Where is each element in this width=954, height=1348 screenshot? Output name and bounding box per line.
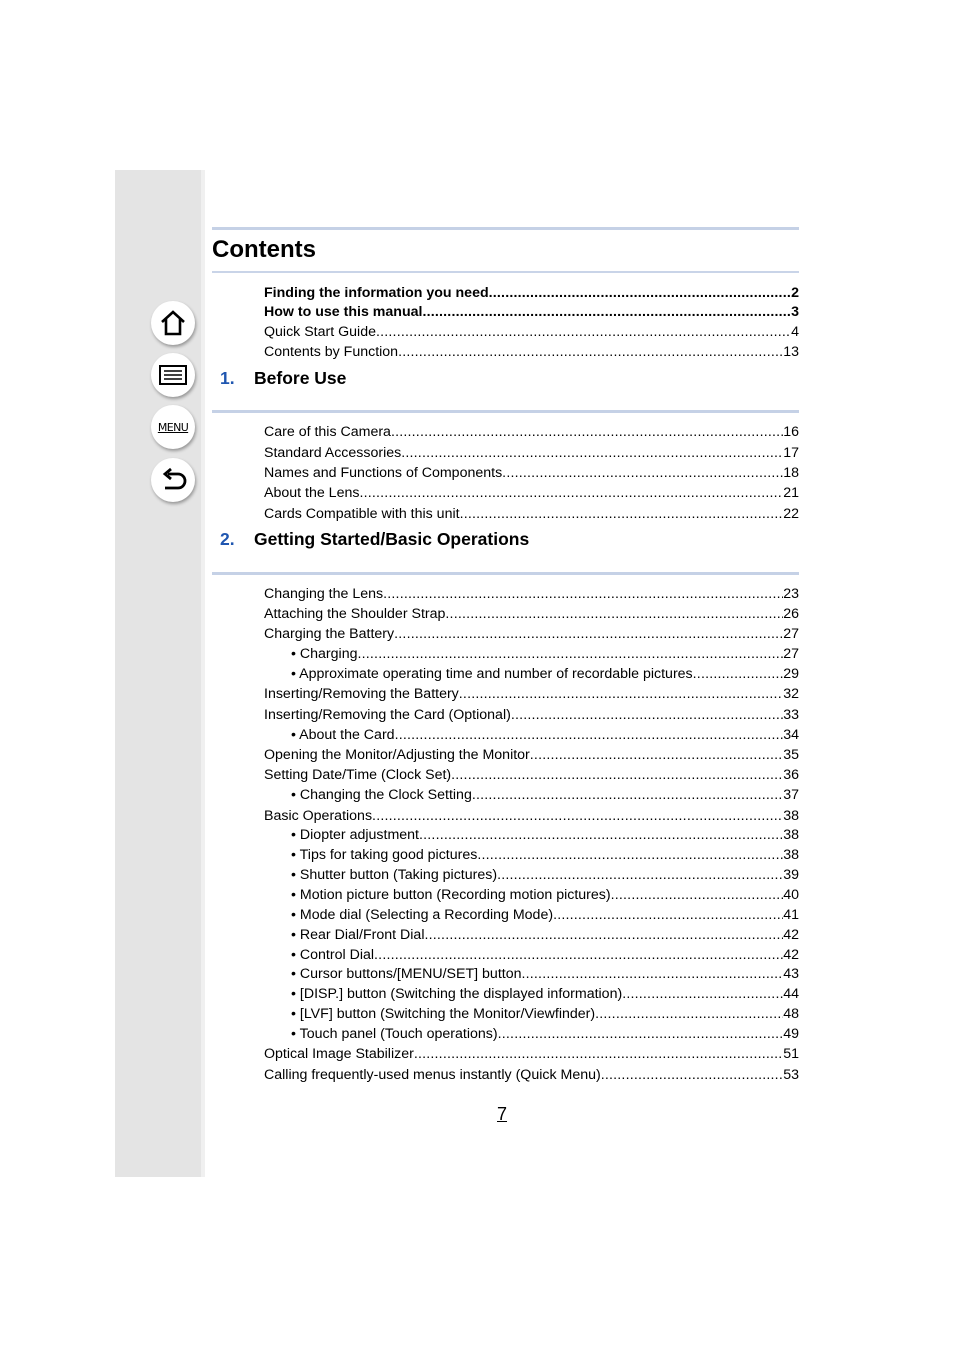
toc-page-number: 42 <box>783 947 799 963</box>
toc-page-number: 42 <box>783 927 799 943</box>
toc-page-number: 34 <box>783 727 799 743</box>
dot-leader <box>359 485 783 502</box>
toc-page-number: 49 <box>783 1026 799 1042</box>
toc-entry-text: • About the Card <box>291 727 395 743</box>
toc-page-number: 48 <box>783 1006 799 1022</box>
toc-entry[interactable] <box>264 583 799 603</box>
sidebar-edge <box>201 170 205 1177</box>
dot-leader <box>374 947 783 964</box>
toc-page-number: 29 <box>783 666 799 682</box>
chapter-divider <box>212 572 799 575</box>
toc-entry-text: Quick Start Guide <box>264 324 376 340</box>
toc-entry-text: • Rear Dial/Front Dial <box>291 927 425 943</box>
dot-leader <box>497 867 783 884</box>
toc-page-number: 3 <box>791 304 799 320</box>
chapter-title: Getting Started/Basic Operations <box>254 529 530 549</box>
toc-page-number: 16 <box>783 424 799 440</box>
dot-leader <box>460 506 784 523</box>
home-icon <box>159 309 187 337</box>
dot-leader <box>445 606 783 623</box>
toc-entry-text: Finding the information you need <box>264 285 489 301</box>
toc-entry[interactable] <box>264 1064 799 1084</box>
toc-entry[interactable] <box>264 805 799 825</box>
toc-page-number: 38 <box>783 808 799 824</box>
toc-entry[interactable] <box>264 301 799 321</box>
dot-leader <box>357 646 783 663</box>
toc-entry-text: Optical Image Stabilizer <box>264 1046 414 1062</box>
toc-page-number: 38 <box>783 847 799 863</box>
dot-leader <box>530 747 783 764</box>
toc-entry-text: Names and Functions of Components <box>264 465 503 481</box>
toc-page-number: 41 <box>783 907 799 923</box>
toc-page-number: 51 <box>783 1046 799 1062</box>
toc-page-number: 17 <box>783 445 799 461</box>
toc-entry[interactable] <box>264 462 799 482</box>
toc-subentry[interactable] <box>291 884 799 904</box>
toc-subentry[interactable] <box>291 643 799 663</box>
title-rule-top <box>212 227 799 230</box>
dot-leader <box>622 986 783 1003</box>
toc-entry-text: • Diopter adjustment <box>291 827 419 843</box>
dot-leader <box>398 344 783 361</box>
toc-entry-text: • Mode dial (Selecting a Recording Mode) <box>291 907 554 923</box>
chapter-number: 2. <box>220 529 235 549</box>
toc-entry[interactable] <box>264 321 799 341</box>
toc-entry[interactable] <box>264 282 799 302</box>
toc-entry[interactable] <box>264 482 799 502</box>
toc-subentry[interactable] <box>291 1023 799 1043</box>
toc-page-number: 35 <box>783 747 799 763</box>
toc-entry[interactable] <box>264 603 799 623</box>
toc-page-number: 23 <box>783 586 799 602</box>
toc-entry[interactable] <box>264 421 799 441</box>
toc-entry-text: • Tips for taking good pictures <box>291 847 478 863</box>
dot-leader <box>422 304 791 321</box>
toc-page-number: 37 <box>783 787 799 803</box>
back-arrow-icon <box>159 466 187 494</box>
chapter-heading[interactable] <box>220 529 529 550</box>
toc-entry-text: • Shutter button (Taking pictures) <box>291 867 498 883</box>
dot-leader <box>383 586 783 603</box>
toc-subentry[interactable] <box>291 904 799 924</box>
menu-button[interactable] <box>151 405 195 449</box>
toc-page-number: 38 <box>783 827 799 843</box>
toc-entry[interactable] <box>264 503 799 523</box>
toc-page-number: 39 <box>783 867 799 883</box>
dot-leader <box>451 767 783 784</box>
toc-entry-text: Charging the Battery <box>264 626 395 642</box>
dot-leader <box>394 626 783 643</box>
dot-leader <box>395 727 784 744</box>
toc-entry-text: Inserting/Removing the Card (Optional) <box>264 707 511 723</box>
toc-entry-text: Basic Operations <box>264 808 373 824</box>
toc-entry[interactable] <box>264 1043 799 1063</box>
toc-page-number: 43 <box>783 966 799 982</box>
toc-entry-text: Cards Compatible with this unit <box>264 506 460 522</box>
dot-leader <box>391 424 783 441</box>
toc-entry-text: • Cursor buttons/[MENU/SET] button <box>291 966 522 982</box>
toc-entry[interactable] <box>264 442 799 462</box>
toc-subentry[interactable] <box>291 1003 799 1023</box>
toc-page-number: 27 <box>783 646 799 662</box>
toc-entry-text: Setting Date/Time (Clock Set) <box>264 767 452 783</box>
toc-entry[interactable] <box>264 764 799 784</box>
dot-leader <box>553 907 783 924</box>
dot-leader <box>693 666 784 683</box>
toc-page-number: 2 <box>791 285 799 301</box>
toc-page-number: 22 <box>783 506 799 522</box>
list-icon <box>158 363 188 387</box>
toc-entry[interactable] <box>264 744 799 764</box>
toc-entry-text: • Control Dial <box>291 947 375 963</box>
chapter-heading[interactable] <box>220 368 346 389</box>
toc-entry-text: Inserting/Removing the Battery <box>264 686 459 702</box>
toc-entry-text: • Motion picture button (Recording motion pictures) <box>291 887 611 903</box>
dot-leader <box>401 445 783 462</box>
chapter-number: 1. <box>220 368 235 388</box>
toc-entry-text: Attaching the Shoulder Strap <box>264 606 446 622</box>
toc-entry-text: • [LVF] button (Switching the Monitor/Viewfinder) <box>291 1006 596 1022</box>
toc-subentry[interactable] <box>291 824 799 844</box>
dot-leader <box>601 1067 784 1084</box>
toc-page-number: 21 <box>783 485 799 501</box>
toc-page-number: 13 <box>783 344 799 360</box>
chapter-divider <box>212 410 799 413</box>
dot-leader <box>477 847 783 864</box>
dot-leader <box>414 1046 783 1063</box>
toc-page-number: 36 <box>783 767 799 783</box>
page-number: 7 <box>497 1104 508 1124</box>
menu-label: MENU <box>157 420 189 434</box>
dot-leader <box>521 966 783 983</box>
toc-entry-text: • [DISP.] button (Switching the displayed information) <box>291 986 623 1002</box>
toc-subentry[interactable] <box>291 944 799 964</box>
dot-leader <box>511 707 783 724</box>
toc-page-number: 53 <box>783 1067 799 1083</box>
toc-entry-text: Calling frequently-used menus instantly (Quick Menu) <box>264 1067 601 1083</box>
toc-entry-text: About the Lens <box>264 485 360 501</box>
back-button[interactable] <box>151 458 195 502</box>
toc-subentry[interactable] <box>291 924 799 944</box>
chapter-title: Before Use <box>254 368 347 388</box>
toc-entry[interactable] <box>264 704 799 724</box>
toc-entry-text: Changing the Lens <box>264 586 384 602</box>
toc-subentry[interactable] <box>291 963 799 983</box>
toc-page-number: 27 <box>783 626 799 642</box>
toc-entry-text: Standard Accessories <box>264 445 402 461</box>
toc-page-number: 33 <box>783 707 799 723</box>
dot-leader <box>595 1006 783 1023</box>
title-rule-bottom <box>212 271 799 273</box>
contents-button[interactable] <box>151 353 195 397</box>
home-button[interactable] <box>151 301 195 345</box>
toc-subentry[interactable] <box>291 784 799 804</box>
toc-page-number: 44 <box>783 986 799 1002</box>
toc-subentry[interactable] <box>291 864 799 884</box>
toc-entry-text: Opening the Monitor/Adjusting the Monitor <box>264 747 530 763</box>
dot-leader <box>489 285 791 302</box>
toc-subentry[interactable] <box>291 844 799 864</box>
toc-page-number: 32 <box>783 686 799 702</box>
toc-subentry[interactable] <box>291 724 799 744</box>
dot-leader <box>502 465 783 482</box>
toc-entry-text: Care of this Camera <box>264 424 391 440</box>
toc-page-number: 26 <box>783 606 799 622</box>
dot-leader <box>498 1026 784 1043</box>
toc-entry-text: How to use this manual <box>264 304 423 320</box>
toc-page-number: 40 <box>783 887 799 903</box>
toc-page-number: 4 <box>791 324 799 340</box>
dot-leader <box>459 686 783 703</box>
toc-entry-text: • Changing the Clock Setting <box>291 787 472 803</box>
page-title: Contents <box>212 236 316 263</box>
toc-subentry[interactable] <box>291 663 799 683</box>
toc-subentry[interactable] <box>291 983 799 1003</box>
dot-leader <box>424 927 783 944</box>
toc-entry[interactable] <box>264 341 799 361</box>
toc-entry-text: Contents by Function <box>264 344 399 360</box>
toc-entry[interactable] <box>264 623 799 643</box>
dot-leader <box>419 827 783 844</box>
dot-leader <box>372 808 783 825</box>
toc-entry[interactable] <box>264 683 799 703</box>
dot-leader <box>611 887 784 904</box>
toc-entry-text: • Approximate operating time and number of recordable pictures <box>291 666 693 682</box>
dot-leader <box>376 324 791 341</box>
dot-leader <box>472 787 783 804</box>
toc-page-number: 18 <box>783 465 799 481</box>
toc-entry-text: • Charging <box>291 646 358 662</box>
toc-entry-text: • Touch panel (Touch operations) <box>291 1026 498 1042</box>
